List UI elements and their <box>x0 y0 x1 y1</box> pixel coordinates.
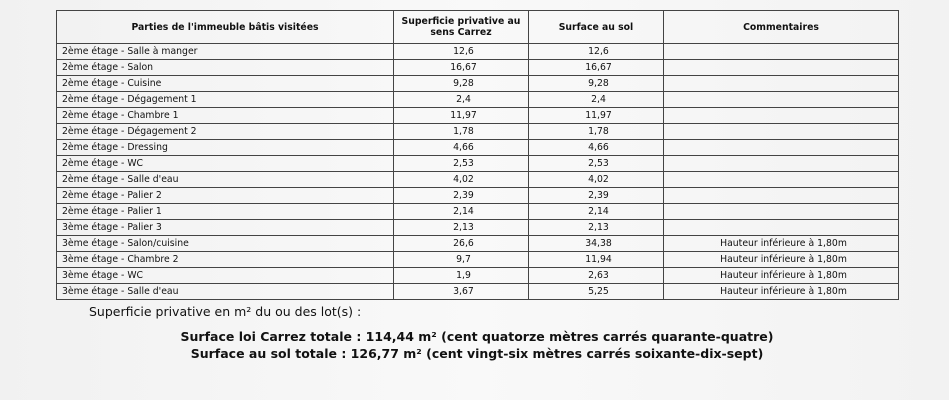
table-row <box>57 268 899 284</box>
cell-partie: 3ème étage - Palier 3 <box>57 220 394 236</box>
table-row <box>57 156 899 172</box>
cell-surface-sol: 4,02 <box>529 172 664 188</box>
table-row <box>57 44 899 60</box>
header-carrez: Superficie privative au sens Carrez <box>394 11 529 44</box>
cell-commentaire <box>664 204 899 220</box>
table-row <box>57 92 899 108</box>
header-commentaires: Commentaires <box>664 11 899 44</box>
cell-partie: 2ème étage - Salon <box>57 60 394 76</box>
cell-carrez: 16,67 <box>394 60 529 76</box>
cell-commentaire: Hauteur inférieure à 1,80m <box>664 268 899 284</box>
totals-block <box>56 328 898 362</box>
cell-carrez: 2,53 <box>394 156 529 172</box>
cell-commentaire <box>664 124 899 140</box>
cell-commentaire <box>664 140 899 156</box>
cell-commentaire <box>664 172 899 188</box>
cell-surface-sol: 2,63 <box>529 268 664 284</box>
cell-surface-sol: 16,67 <box>529 60 664 76</box>
cell-carrez: 4,66 <box>394 140 529 156</box>
table-row <box>57 284 899 300</box>
cell-partie: 2ème étage - Dressing <box>57 140 394 156</box>
cell-surface-sol: 11,97 <box>529 108 664 124</box>
table-header-row <box>57 11 899 44</box>
cell-carrez: 9,7 <box>394 252 529 268</box>
cell-commentaire: Hauteur inférieure à 1,80m <box>664 236 899 252</box>
table-row <box>57 124 899 140</box>
summary-label: Superficie privative en m² du ou des lot(s) : <box>89 304 362 319</box>
cell-commentaire <box>664 188 899 204</box>
cell-surface-sol: 34,38 <box>529 236 664 252</box>
table-row <box>57 140 899 156</box>
cell-partie: 2ème étage - Dégagement 1 <box>57 92 394 108</box>
cell-commentaire <box>664 44 899 60</box>
cell-carrez: 2,13 <box>394 220 529 236</box>
cell-carrez: 4,02 <box>394 172 529 188</box>
cell-surface-sol: 2,13 <box>529 220 664 236</box>
cell-carrez: 2,39 <box>394 188 529 204</box>
header-surface-sol: Surface au sol <box>529 11 664 44</box>
table-row <box>57 220 899 236</box>
cell-surface-sol: 12,6 <box>529 44 664 60</box>
cell-surface-sol: 9,28 <box>529 76 664 92</box>
cell-carrez: 12,6 <box>394 44 529 60</box>
header-parties: Parties de l'immeuble bâtis visitées <box>57 11 394 44</box>
cell-surface-sol: 4,66 <box>529 140 664 156</box>
table-row <box>57 172 899 188</box>
table-row <box>57 76 899 92</box>
cell-commentaire <box>664 92 899 108</box>
cell-partie: 2ème étage - Salle à manger <box>57 44 394 60</box>
cell-partie: 3ème étage - Chambre 2 <box>57 252 394 268</box>
cell-commentaire: Hauteur inférieure à 1,80m <box>664 284 899 300</box>
cell-carrez: 3,67 <box>394 284 529 300</box>
cell-partie: 2ème étage - Palier 1 <box>57 204 394 220</box>
carrez-total: Surface loi Carrez totale : 114,44 m² (cent quatorze mètres carrés quarante-quatre) <box>180 329 774 344</box>
cell-surface-sol: 1,78 <box>529 124 664 140</box>
sol-total: Surface au sol totale : 126,77 m² (cent vingt-six mètres carrés soixante-dix-sept) <box>190 346 764 361</box>
surfaces-table <box>56 10 899 300</box>
cell-partie: 2ème étage - WC <box>57 156 394 172</box>
cell-partie: 3ème étage - Salle d'eau <box>57 284 394 300</box>
cell-surface-sol: 2,14 <box>529 204 664 220</box>
cell-surface-sol: 5,25 <box>529 284 664 300</box>
table-row <box>57 108 899 124</box>
cell-partie: 2ème étage - Chambre 1 <box>57 108 394 124</box>
cell-partie: 3ème étage - WC <box>57 268 394 284</box>
cell-surface-sol: 2,4 <box>529 92 664 108</box>
table-row <box>57 204 899 220</box>
cell-partie: 3ème étage - Salon/cuisine <box>57 236 394 252</box>
cell-carrez: 2,14 <box>394 204 529 220</box>
table-body <box>57 44 899 300</box>
cell-commentaire <box>664 60 899 76</box>
cell-commentaire <box>664 76 899 92</box>
table-row <box>57 188 899 204</box>
cell-surface-sol: 2,39 <box>529 188 664 204</box>
cell-partie: 2ème étage - Palier 2 <box>57 188 394 204</box>
cell-commentaire <box>664 156 899 172</box>
cell-partie: 2ème étage - Salle d'eau <box>57 172 394 188</box>
cell-surface-sol: 11,94 <box>529 252 664 268</box>
cell-partie: 2ème étage - Dégagement 2 <box>57 124 394 140</box>
table-row <box>57 60 899 76</box>
table-row <box>57 236 899 252</box>
cell-carrez: 1,78 <box>394 124 529 140</box>
table-row <box>57 252 899 268</box>
cell-surface-sol: 2,53 <box>529 156 664 172</box>
cell-carrez: 11,97 <box>394 108 529 124</box>
cell-commentaire <box>664 108 899 124</box>
cell-partie: 2ème étage - Cuisine <box>57 76 394 92</box>
cell-carrez: 2,4 <box>394 92 529 108</box>
cell-carrez: 26,6 <box>394 236 529 252</box>
cell-commentaire <box>664 220 899 236</box>
cell-commentaire: Hauteur inférieure à 1,80m <box>664 252 899 268</box>
cell-carrez: 1,9 <box>394 268 529 284</box>
cell-carrez: 9,28 <box>394 76 529 92</box>
